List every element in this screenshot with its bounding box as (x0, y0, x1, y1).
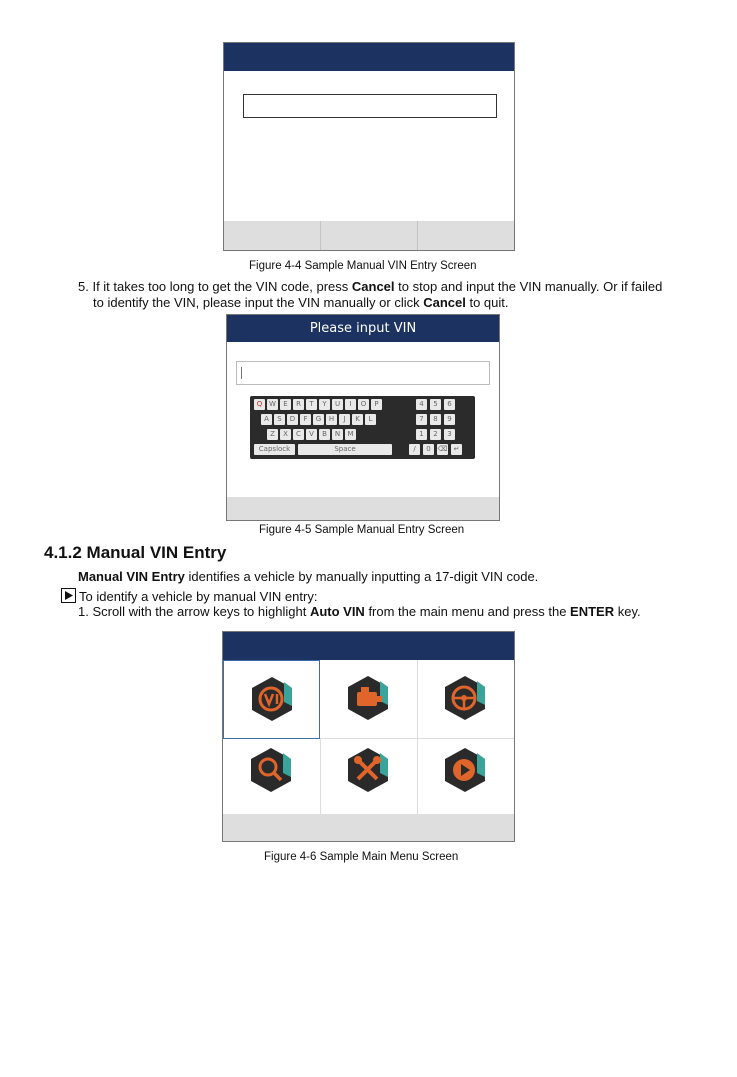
procedure-arrow-icon (61, 588, 76, 603)
menu-item-search[interactable] (223, 739, 321, 817)
step-5-text-a: 5. If it takes too long to get the VIN code, press (78, 279, 352, 294)
figure-4-6-caption: Figure 4-6 Sample Main Menu Screen (264, 851, 459, 863)
function-key-1[interactable] (223, 814, 514, 841)
function-key-1[interactable] (227, 497, 499, 520)
menu-item-tools[interactable] (320, 739, 418, 817)
key-p[interactable]: P (371, 399, 382, 410)
menu-grid (223, 660, 514, 816)
engine-diagnostics-icon (346, 675, 390, 721)
figure-4-4-screen (223, 42, 515, 251)
key-q[interactable]: Q (254, 399, 265, 410)
step-5-text-b: to stop and input the VIN manually. Or if failed (394, 279, 663, 294)
backspace-key[interactable]: ⌫ (437, 445, 448, 453)
on-screen-keyboard (250, 396, 475, 459)
key-r[interactable]: R (293, 399, 304, 410)
key-5[interactable]: 5 (430, 399, 441, 410)
key-k[interactable]: K (352, 414, 363, 425)
key-w[interactable]: W (267, 399, 278, 410)
key-o[interactable]: O (358, 399, 369, 410)
section-heading: 4.1.2 Manual VIN Entry (44, 543, 227, 562)
cancel-keyword: Cancel (423, 295, 466, 310)
wrench-tools-icon (346, 747, 390, 793)
key-4[interactable]: 4 (416, 399, 427, 410)
key-9[interactable]: 9 (444, 414, 455, 425)
step-5-line-1 (78, 279, 662, 295)
enter-key[interactable]: ↵ (451, 444, 462, 455)
key-u[interactable]: U (332, 399, 343, 410)
key-e[interactable]: E (280, 399, 291, 410)
key-3[interactable]: 3 (444, 429, 455, 440)
key-j[interactable]: J (339, 414, 350, 425)
key-h[interactable]: H (326, 414, 337, 425)
step-5-line-2 (93, 295, 509, 311)
auto-vin-keyword: Auto VIN (309, 604, 365, 619)
step-1-text-c: key. (614, 604, 641, 619)
key-z[interactable]: Z (267, 429, 278, 440)
function-key-2[interactable] (321, 221, 418, 250)
screen-header (227, 315, 499, 342)
key-d[interactable]: D (287, 414, 298, 425)
step-1-text-a: 1. Scroll with the arrow keys to highlight (78, 604, 310, 619)
menu-item-diagnostics[interactable] (320, 660, 418, 739)
intro-bold: Manual VIN Entry (78, 569, 185, 584)
figure-4-5-screen (226, 314, 500, 521)
key-y[interactable]: Y (319, 399, 330, 410)
vehicle-search-icon (249, 747, 293, 793)
key-2[interactable]: 2 (430, 429, 441, 440)
screen-title: Please input VIN (309, 321, 417, 336)
key-s[interactable]: S (274, 414, 285, 425)
key-n[interactable]: N (332, 429, 343, 440)
screen-header (224, 43, 514, 71)
function-key-bar (227, 497, 499, 520)
key-l[interactable]: L (365, 414, 376, 425)
key-0[interactable]: 0 (423, 444, 434, 455)
key-1[interactable]: 1 (416, 429, 427, 440)
enter-keyword: ENTER (570, 604, 615, 619)
menu-item-service[interactable] (417, 660, 514, 739)
figure-4-5-caption: Figure 4-5 Sample Manual Entry Screen (259, 524, 465, 536)
text-cursor (241, 367, 242, 379)
key-b[interactable]: B (319, 429, 330, 440)
step-5-text-c: to identify the VIN, please input the VIN manually or click (93, 295, 424, 310)
space-key[interactable]: Space (298, 444, 392, 455)
playback-icon (443, 747, 487, 793)
key-7[interactable]: 7 (416, 414, 427, 425)
key-slash[interactable]: / (409, 444, 420, 455)
key-c[interactable]: C (293, 429, 304, 440)
key-a[interactable]: A (261, 414, 272, 425)
key-v[interactable]: V (306, 429, 317, 440)
function-key-1[interactable] (224, 221, 321, 250)
function-key-bar (224, 221, 514, 250)
key-m[interactable]: M (345, 429, 356, 440)
key-f[interactable]: F (300, 414, 311, 425)
figure-4-4-caption: Figure 4-4 Sample Manual VIN Entry Screen (249, 260, 477, 272)
figure-4-6-screen (222, 631, 515, 842)
step-5-text-d: to quit. (465, 295, 509, 310)
auto-vin-icon (250, 676, 294, 722)
function-key-bar (223, 814, 514, 841)
key-g[interactable]: G (313, 414, 324, 425)
cancel-keyword: Cancel (351, 279, 395, 294)
vin-input-field[interactable] (236, 361, 490, 385)
step-1-line (78, 604, 641, 620)
screen-header (223, 632, 514, 660)
vin-input-box[interactable] (243, 94, 497, 118)
function-key-3[interactable] (418, 221, 514, 250)
menu-item-playback[interactable] (417, 739, 514, 817)
key-6[interactable]: 6 (444, 399, 455, 410)
steering-wheel-icon (443, 675, 487, 721)
intro-text: identifies a vehicle by manually inputting a 17-digit VIN code. (184, 569, 539, 584)
key-x[interactable]: X (280, 429, 291, 440)
section-intro (78, 569, 538, 585)
capslock-key[interactable]: Capslock (254, 444, 295, 455)
key-i[interactable]: I (345, 399, 356, 410)
key-8[interactable]: 8 (430, 414, 441, 425)
key-t[interactable]: T (306, 399, 317, 410)
procedure-line (61, 588, 317, 605)
procedure-text: To identify a vehicle by manual VIN entry: (79, 589, 318, 604)
menu-item-auto-vin[interactable] (223, 660, 320, 739)
step-1-text-b: from the main menu and press the (364, 604, 571, 619)
